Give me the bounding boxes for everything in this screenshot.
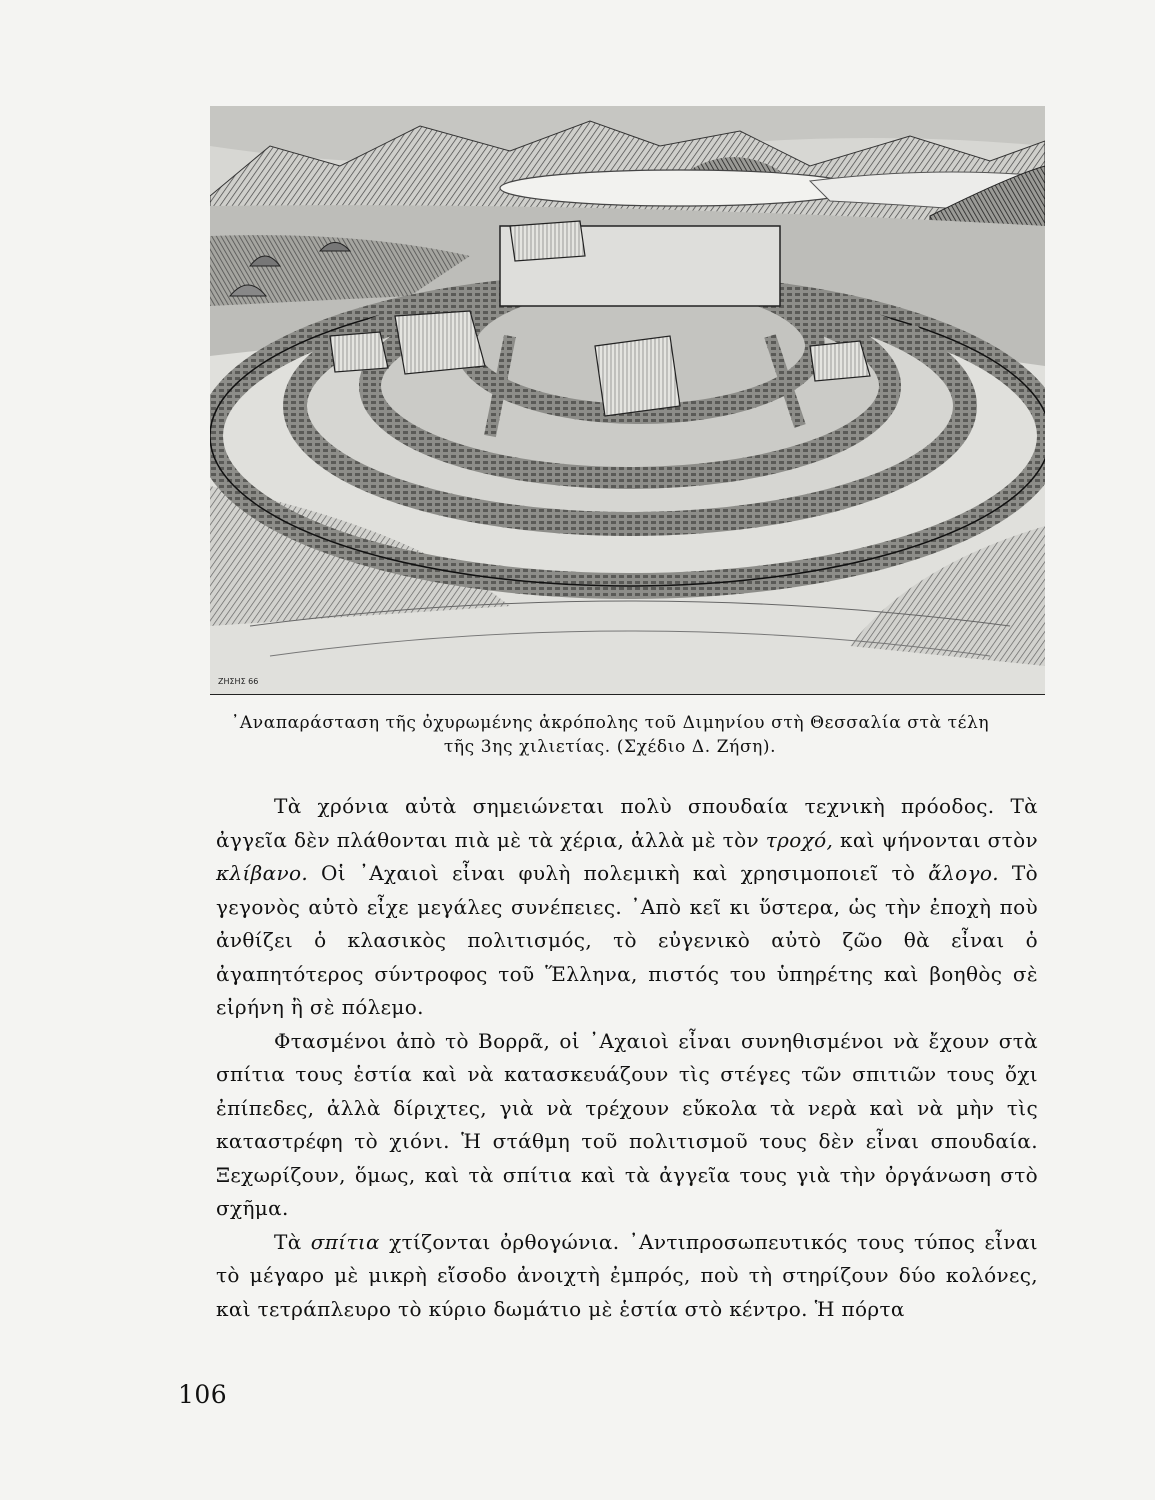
- paragraph-3-text-a: Τὰ: [274, 1229, 311, 1254]
- paragraph-1-text-a: Τὰ χρόνια αὐτὰ σημειώνεται πολὺ σπουδαία τεχνικὴ πρόοδος. Τὰ ἀγγεῖα δὲν πλάθονται πιὰ μὲ τὰ χέρια, ἀλλὰ μὲ τὸν: [216, 794, 1038, 852]
- artist-signature: ZHΣHΣ 66: [218, 677, 259, 686]
- term-wheel: τροχό,: [765, 827, 834, 852]
- caption-line-2: τῆς 3ης χιλιετίας. (Σχέδιο Δ. Ζήση).: [443, 737, 777, 757]
- paragraph-3-text-b: χτίζονται ὀρθογώνια. ᾿Αντιπροσωπευτικός τους τύπος εἶναι τὸ μέγαρο μὲ μικρὴ εἴσοδο ἀνοιχτὴ ἐμπρός, ποὺ τὴ στηρίζουν δύο κολόνες, καὶ τετράπλευρο τὸ κύριο δωμάτιο μὲ ἑστία στὸ κέντρο. Ἡ πόρτα: [216, 1229, 1038, 1321]
- illustration-drawing: [210, 106, 1045, 694]
- term-kiln: κλίβανο.: [216, 861, 309, 885]
- term-horse: ἄλογο.: [928, 861, 999, 885]
- paragraph-3: [216, 1226, 1038, 1327]
- paragraph-1-text-b: καὶ ψήνονται στὸν: [833, 827, 1038, 852]
- body-text: [216, 790, 1038, 1326]
- figure-caption: [190, 711, 1030, 759]
- paragraph-2: Φτασμένοι ἀπὸ τὸ Βορρᾶ, οἱ ᾿Αχαιοὶ εἶναι συνηθισμένοι νὰ ἔχουν στὰ σπίτια τους ἑστία καὶ νὰ κατασκευάζουν τὶς στέγες τῶν σπιτιῶν τους ὄχι ἐπίπεδες, ἀλλὰ δίριχτες, γιὰ νὰ τρέχουν εὔκολα τὰ νερὰ καὶ νὰ μὴν τὶς καταστρέφη τὸ χιόνι. Ἡ στάθμη τοῦ πολιτισμοῦ τους δὲν εἶναι σπουδαία. Ξεχωρίζουν, ὅμως, καὶ τὰ σπίτια καὶ τὰ ἀγγεῖα τους γιὰ τὴν ὀργάνωση στὸ σχῆμα.: [216, 1028, 1038, 1220]
- paragraph-1-text-c: Οἱ ᾿Αχαιοὶ εἶναι φυλὴ πολεμικὴ καὶ χρησιμοποιεῖ τὸ: [308, 861, 929, 885]
- caption-line-1: ᾿Αναπαράσταση τῆς ὀχυρωμένης ἀκρόπολης τοῦ Διμηνίου στὴ Θεσσαλία στὰ τέλη: [230, 713, 990, 733]
- illustration-dimini-acropolis: [210, 106, 1045, 695]
- page-number: 106: [178, 1380, 228, 1409]
- term-houses: σπίτια: [310, 1229, 380, 1254]
- paragraph-1-text-d: Τὸ γεγονὸς αὐτὸ εἶχε μεγάλες συνέπειες. ᾿Απὸ κεῖ κι ὕστερα, ὡς τὴν ἐποχὴ ποὺ ἀνθίζει ὁ κλασικὸς πολιτισμός, τὸ εὐγενικὸ αὐτὸ ζῶο θὰ εἶναι ὁ ἀγαπητότερος σύντροφος τοῦ Ἕλληνα, πιστός του ὑπηρέτης καὶ βοηθὸς σὲ εἰρήνη ἢ σὲ πόλεμο.: [216, 861, 1038, 1019]
- paragraph-1: [216, 790, 1038, 1025]
